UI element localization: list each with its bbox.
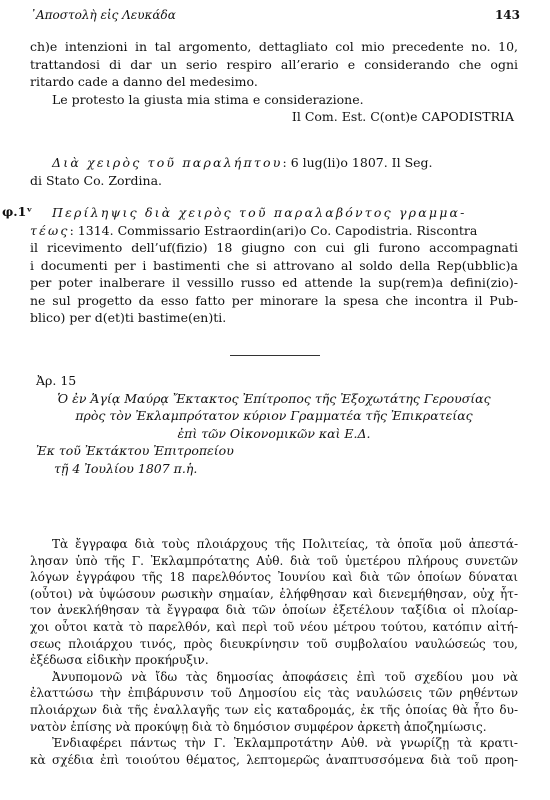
receipt-note bbox=[30, 154, 518, 189]
folio-marker: φ.1ᵛ bbox=[2, 204, 33, 219]
summary-line-2 bbox=[30, 222, 518, 240]
body-line: τον ἀνεκλήθησαν τὰ ἔγγραφα διὰ τῶν ὁποίων ἐξετέλουν ταξίδια οἱ πλοίαρ- bbox=[30, 603, 518, 618]
greek-document bbox=[30, 372, 518, 477]
text-line: il ricevimento dell’uf(fizio) 18 giugno con cui gli furono accompagnati bbox=[30, 240, 518, 255]
text-line: blico) per d(et)ti bastime(en)ti. bbox=[30, 310, 227, 325]
body-line: Ἐνδιαφέρει πάντως τὴν Γ. Ἐκλαμπροτάτην Αὐθ. νὰ γνωρίζῃ τὰ κρατι- bbox=[52, 736, 518, 751]
section-divider bbox=[230, 355, 320, 356]
document-number: Ἀρ. 15 bbox=[36, 373, 77, 388]
address-line: Ὁ ἐν Ἁγίᾳ Μαύρᾳ Ἔκτακτος Ἐπίτροπος τῆς Ἐξοχωτάτης Γερουσίας bbox=[57, 390, 491, 406]
closing-line: Le protesto la giusta mia stima e considerazione. bbox=[52, 91, 364, 107]
header-title: ᾿Αποστολὴ εἰς Λευκάδα bbox=[30, 8, 176, 22]
top-paragraph bbox=[30, 38, 518, 126]
body-line: σεως πλοιάρχου τινός, πρὸς διευκρίνησιν τοῦ συμβολαίου ναυλώσεώς του, bbox=[30, 636, 518, 651]
body-line: Ἀνυπομονῶ νὰ ἴδω τὰς δημοσίας ἀποφάσεις ἐπὶ τοῦ σχεδίου μου νὰ bbox=[52, 669, 518, 684]
body-line: χοι οὗτοι κατὰ τὸ παρελθόν, καὶ περὶ τοῦ νέου μέτρου τούτου, κατόπιν αἰτή- bbox=[30, 619, 518, 634]
running-header bbox=[30, 8, 520, 26]
body-line: ἐξέδωσα εἰδικὴν προκήρυξιν. bbox=[30, 653, 209, 668]
text-line: ritardo cade a danno del medesimo. bbox=[30, 74, 258, 89]
date-line: τῇ 4 Ἰουλίου 1807 π.ἡ. bbox=[54, 460, 198, 476]
body-line: λησαν ὑπὸ τῆς Γ. Ἐκλαμπρότατης Αὐθ. διὰ τοῦ ὑμετέρου πλήρους συνετῶν bbox=[30, 553, 518, 568]
body-line: κὰ σχέδια ἐπὶ τοιούτου θέματος, λεπτομερῶς ἀναπτυσσόμενα διὰ τοῦ προη- bbox=[30, 752, 518, 767]
address-line: πρὸς τὸν Ἐκλαμπρότατον κύριον Γραμματέα τῆς Ἐπικρατείας bbox=[75, 408, 473, 423]
text-line: ch)e intenzioni in tal argomento, dettagliato col mio precedente no. 10, bbox=[30, 39, 518, 54]
summary-text: : 1314. Commissario Estraordin(ari)o Co. Capodistria. Riscontra bbox=[69, 222, 478, 238]
body-line: πλοιάρχων διὰ τῆς ἐναλλαγῆς των εἰς καταδρομάς, ἐκ τῆς ὁποίας θὰ ἦτο δυ- bbox=[30, 702, 518, 717]
receipt-date: : 6 lug(li)o 1807. Il Seg. bbox=[282, 155, 433, 170]
text-line: per poter inalberare il vessillo russo ed attende la sup(rem)a defini(zio)- bbox=[30, 275, 518, 290]
text-line: trattandosi di dar un serio respiro all’erario e considerando che ogni bbox=[30, 56, 518, 72]
body-line: νατὸν ἐπίσης νὰ προκύψῃ διὰ τὸ δημόσιον συμφέρον ἀρκετὴ ἀποζημίωσις. bbox=[30, 719, 487, 734]
body-line: λόγων ἐγγράφου τῆς 18 παρελθόντος Ἰουνίου καὶ διὰ τῶν ὁποίων δύναται bbox=[30, 570, 518, 585]
page-number: 143 bbox=[494, 8, 520, 22]
greek-body bbox=[30, 536, 518, 768]
receipt-line-2: di Stato Co. Zordina. bbox=[30, 172, 163, 188]
body-line: (οὗτοι) νὰ ὑψώσουν ρωσικὴν σημαίαν, ἐλήφθησαν καὶ διενεμήθησαν, οὐχ ἧτ- bbox=[30, 586, 518, 601]
receipt-greek: Διὰ χειρὸς τοῦ παραλήπτου bbox=[52, 155, 283, 170]
text-line: i documenti per i bastimenti che si attrovano al soldo della Rep(ubblic)a bbox=[30, 257, 518, 273]
receipt-line bbox=[30, 154, 518, 172]
address-line: ἐπὶ τῶν Οἰκονομικῶν καὶ Ε.Δ. bbox=[177, 425, 371, 441]
signature: Il Com. Est. C(ont)e CAPODISTRIA bbox=[291, 109, 514, 124]
body-line: ἐλαττώσω τὴν ἐπιβάρυνσιν τοῦ Δημοσίου εἰς τὰς ναυλώσεις τῶν ρηθέντων bbox=[30, 686, 518, 701]
place-line: Ἐκ τοῦ Ἐκτάκτου Ἐπιτροπείου bbox=[36, 443, 234, 458]
body-line: Τὰ ἔγγραφα διὰ τοὺς πλοιάρχους τῆς Πολιτείας, τὰ ὁποῖα μοῦ ἀπεστά- bbox=[52, 537, 518, 551]
summary-greek-line: Περίληψις διὰ χειρὸς τοῦ παραλαβόντος γραμμα- bbox=[52, 205, 467, 220]
summary-paragraph bbox=[30, 204, 518, 327]
summary-greek-word: τέως bbox=[30, 222, 70, 238]
text-line: ne sul progetto da esso fatto per minorare la spesa che incontra il Pub- bbox=[30, 292, 518, 308]
